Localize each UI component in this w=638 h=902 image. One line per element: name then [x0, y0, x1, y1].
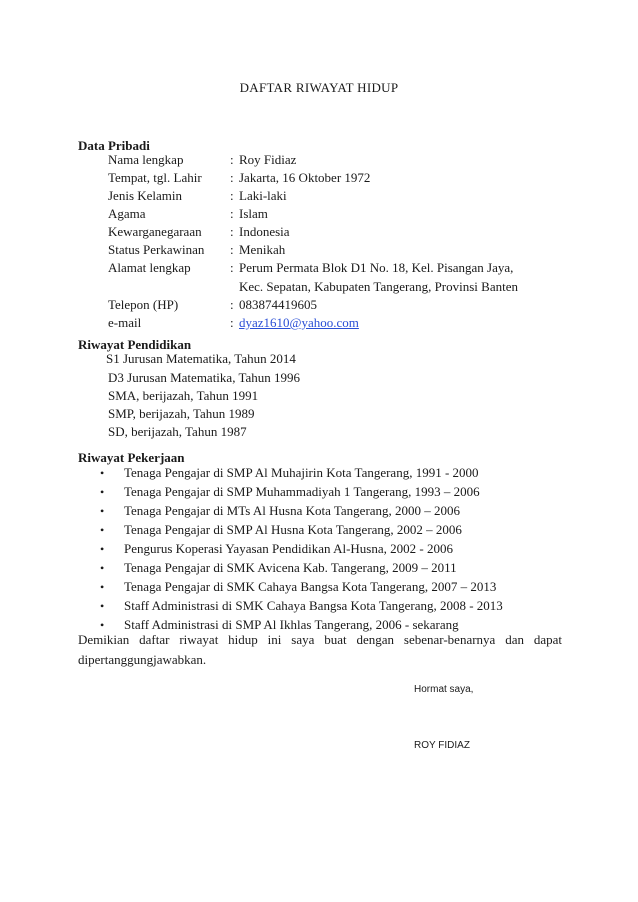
personal-row-birth	[108, 169, 568, 187]
personal-row-nationality	[108, 223, 568, 241]
closing-line-1: Demikian daftar riwayat hidup ini saya buat dengan sebenar-benarnya dan dapat	[78, 632, 562, 647]
personal-value: 083874419605	[239, 297, 317, 312]
personal-row-name	[108, 151, 568, 169]
list-item	[100, 559, 457, 577]
personal-row-gender	[108, 187, 568, 205]
personal-label: Telepon (HP)	[108, 297, 179, 312]
personal-row-address	[108, 259, 568, 296]
list-item	[100, 540, 453, 558]
personal-label: e-mail	[108, 315, 142, 330]
work-item-text: Tenaga Pengajar di SMP Muhammadiyah 1 Tangerang, 1993 – 2006	[124, 484, 480, 499]
personal-row-phone	[108, 296, 568, 314]
list-item	[100, 502, 460, 520]
email-link[interactable]: dyaz1610@yahoo.com	[239, 315, 359, 330]
personal-label: Status Perkawinan	[108, 242, 205, 257]
personal-value: Roy Fidiaz	[239, 152, 297, 167]
work-item-text: Tenaga Pengajar di SMK Avicena Kab. Tangerang, 2009 – 2011	[124, 560, 457, 575]
personal-label: Tempat, tgl. Lahir	[108, 170, 202, 185]
bullet: •	[100, 599, 105, 613]
colon: :	[230, 224, 234, 239]
colon: :	[230, 206, 234, 221]
personal-value: Laki-laki	[239, 188, 287, 203]
colon: :	[230, 170, 234, 185]
education-item: SMA, berijazah, Tahun 1991	[108, 388, 259, 403]
education-item: D3 Jurusan Matematika, Tahun 1996	[108, 370, 301, 385]
education-heading: Riwayat Pendidikan	[78, 337, 192, 352]
bullet: •	[100, 542, 105, 556]
page-title: DAFTAR RIWAYAT HIDUP	[239, 80, 399, 95]
personal-label: Kewarganegaraan	[108, 224, 202, 239]
colon: :	[230, 152, 234, 167]
personal-value: Islam	[239, 206, 268, 221]
colon: :	[230, 297, 234, 312]
personal-label: Nama lengkap	[108, 152, 184, 167]
personal-label: Alamat lengkap	[108, 260, 191, 275]
closing-paragraph	[78, 630, 562, 670]
signature-name: ROY FIDIAZ	[414, 740, 470, 751]
personal-value: Jakarta, 16 Oktober 1972	[239, 170, 371, 185]
bullet: •	[100, 580, 105, 594]
work-item-text: Tenaga Pengajar di MTs Al Husna Kota Tangerang, 2000 – 2006	[124, 503, 461, 518]
work-item-text: Tenaga Pengajar di SMP Al Husna Kota Tangerang, 2002 – 2006	[124, 522, 462, 537]
work-item-text: Pengurus Koperasi Yayasan Pendidikan Al-Husna, 2002 - 2006	[124, 541, 453, 556]
colon: :	[230, 242, 234, 257]
bullet: •	[100, 618, 105, 632]
bullet: •	[100, 466, 105, 480]
list-item	[100, 597, 503, 615]
bullet: •	[100, 485, 105, 499]
bullet: •	[100, 504, 105, 518]
personal-row-religion	[108, 205, 568, 223]
list-item	[100, 521, 462, 539]
work-item-text: Tenaga Pengajar di SMK Cahaya Bangsa Kota Tangerang, 2007 – 2013	[124, 579, 497, 594]
personal-value-continued: Kec. Sepatan, Kabupaten Tangerang, Provinsi Banten	[239, 279, 518, 294]
personal-label: Jenis Kelamin	[108, 188, 183, 203]
work-heading: Riwayat Pekerjaan	[78, 450, 185, 465]
personal-value: Indonesia	[239, 224, 290, 239]
bullet: •	[100, 561, 105, 575]
colon: :	[230, 315, 234, 330]
personal-value: Menikah	[239, 242, 286, 257]
personal-heading: Data Pribadi	[78, 138, 150, 153]
work-item-text: Staff Administrasi di SMP Al Ikhlas Tangerang, 2006 - sekarang	[124, 617, 459, 632]
personal-value: Perum Permata Blok D1 No. 18, Kel. Pisangan Jaya,	[239, 260, 514, 275]
education-item: SD, berijazah, Tahun 1987	[108, 424, 247, 439]
work-item-text: Tenaga Pengajar di SMP Al Muhajirin Kota Tangerang, 1991 - 2000	[124, 465, 479, 480]
personal-label: Agama	[108, 206, 146, 221]
colon: :	[230, 260, 234, 275]
closing-line-2: dipertanggungjawabkan.	[78, 652, 207, 667]
list-item	[100, 578, 496, 596]
education-item: SMP, berijazah, Tahun 1989	[108, 406, 255, 421]
colon: :	[230, 188, 234, 203]
work-item-text: Staff Administrasi di SMK Cahaya Bangsa Kota Tangerang, 2008 - 2013	[124, 598, 503, 613]
bullet: •	[100, 523, 105, 537]
personal-row-marital	[108, 241, 568, 259]
signature-greeting: Hormat saya,	[414, 684, 474, 695]
list-item	[100, 483, 480, 501]
personal-row-email	[108, 314, 568, 332]
education-item: S1 Jurusan Matematika, Tahun 2014	[106, 351, 296, 366]
list-item	[100, 464, 479, 482]
